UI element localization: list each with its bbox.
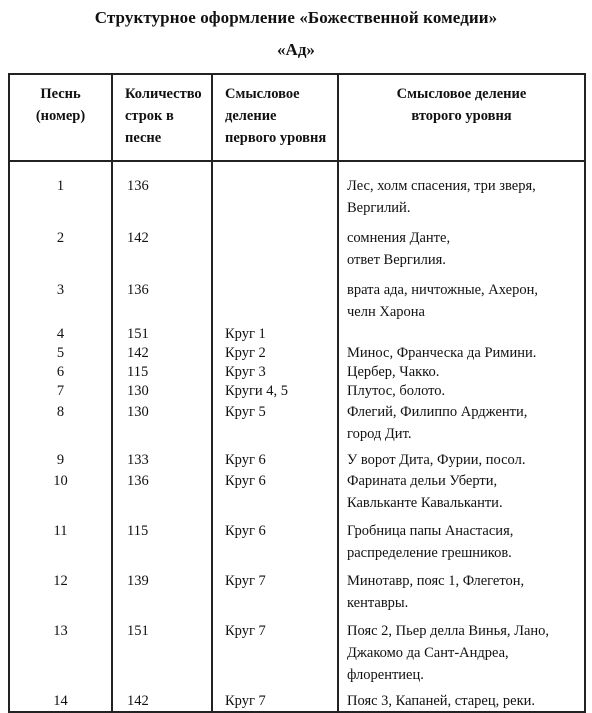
table-row (9, 323, 585, 344)
line-count-text: 130 (127, 383, 149, 399)
line-count (112, 514, 212, 564)
header-text: деление (225, 108, 277, 124)
line-count (112, 401, 212, 445)
circle-division-text: Круг 6 (225, 473, 266, 489)
circle-division-text: Круг 5 (225, 404, 266, 420)
canto-number (9, 401, 112, 445)
line-count-text: 139 (127, 573, 149, 589)
canto-number-text: 9 (56, 452, 65, 468)
canto-number-text: 12 (53, 573, 68, 589)
table-row (9, 219, 585, 271)
line-count-text: 136 (127, 473, 149, 489)
canto-number (9, 271, 112, 323)
canto-number-text: 1 (56, 178, 65, 194)
line-count-text: 142 (127, 345, 149, 361)
table-header-row (9, 74, 585, 161)
canto-number (9, 470, 112, 514)
circle-division (212, 686, 338, 712)
line-count-text: 136 (127, 282, 149, 298)
header-text: второго уровня (411, 108, 512, 124)
canto-number-text: 11 (53, 523, 68, 539)
circle-division-text (225, 227, 337, 249)
second-level-division-text: Цербер, Чакко. (347, 364, 440, 380)
second-level-division (338, 161, 585, 219)
canto-number-text: 8 (56, 404, 65, 420)
line-count (112, 323, 212, 344)
canto-number (9, 323, 112, 344)
circle-division (212, 564, 338, 614)
header-text: (номер) (35, 108, 86, 124)
line-count (112, 686, 212, 712)
circle-division-text: Круг 6 (225, 452, 266, 468)
second-level-division-text: город Дит. (347, 426, 412, 442)
line-count-text: 151 (127, 326, 149, 342)
circle-division-text: Круг 1 (225, 326, 266, 342)
table-row (9, 686, 585, 712)
circle-division (212, 363, 338, 382)
circle-division (212, 470, 338, 514)
header-text: песне (125, 130, 162, 146)
canto-number (9, 686, 112, 712)
canto-number-text: 4 (56, 326, 65, 342)
table-row (9, 514, 585, 564)
canto-number-text: 10 (53, 473, 68, 489)
circle-division (212, 161, 338, 219)
second-level-division (338, 271, 585, 323)
second-level-division-text: флорентиец. (347, 667, 424, 683)
second-level-division-text: Плутос, болото. (347, 383, 446, 399)
second-level-division-text: Фарината дельи Уберти, (347, 473, 498, 489)
circle-division-text: Круг 7 (225, 573, 266, 589)
canto-number (9, 219, 112, 271)
second-level-division-text: Лес, холм спасения, три зверя, (347, 178, 536, 194)
header-text: первого уровня (225, 130, 327, 146)
line-count-text: 133 (127, 452, 149, 468)
document-subtitle: «Ад» (277, 40, 315, 59)
line-count (112, 363, 212, 382)
header-text: Количество (125, 86, 202, 102)
canto-number (9, 363, 112, 382)
document-title: Структурное оформление «Божественной комедии» (94, 8, 498, 27)
line-count-text: 142 (127, 230, 149, 246)
circle-division-text (225, 175, 337, 197)
circle-division-text: Круг 2 (225, 345, 266, 361)
second-level-division (338, 219, 585, 271)
canto-number-text: 13 (53, 623, 68, 639)
second-level-division (338, 382, 585, 401)
canto-number-text: 7 (56, 383, 65, 399)
canto-number-text: 5 (56, 345, 65, 361)
second-level-division-text: распределение грешников. (347, 545, 512, 561)
canto-number (9, 514, 112, 564)
line-count-text: 142 (127, 693, 149, 709)
second-level-division-text: Пояс 3, Капаней, старец, реки. (347, 693, 535, 709)
canto-number-text: 6 (56, 364, 65, 380)
second-level-division-text: кентавры. (347, 595, 409, 611)
second-level-division (338, 686, 585, 712)
circle-division (212, 445, 338, 470)
second-level-division-text: У ворот Дита, Фурии, посол. (347, 452, 526, 468)
table-row (9, 401, 585, 445)
second-level-division (338, 323, 585, 344)
table-row (9, 564, 585, 614)
canto-number (9, 344, 112, 363)
circle-division-text: Круг 7 (225, 623, 266, 639)
line-count-text: 115 (127, 523, 149, 539)
line-count (112, 344, 212, 363)
table-row (9, 614, 585, 686)
canto-number-text: 2 (56, 230, 65, 246)
table-body (9, 161, 585, 712)
header-text: Смысловое деление (396, 86, 527, 102)
line-count (112, 614, 212, 686)
line-count-text: 115 (127, 364, 149, 380)
second-level-division-text: Кавльканте Кавальканти. (347, 495, 503, 511)
second-level-division (338, 344, 585, 363)
line-count-text: 136 (127, 178, 149, 194)
canto-number-text: 14 (53, 693, 68, 709)
line-count (112, 382, 212, 401)
circle-division (212, 614, 338, 686)
canto-number (9, 445, 112, 470)
line-count-text: 130 (127, 404, 149, 420)
second-level-division-text: ответ Вергилия. (347, 252, 446, 268)
canto-number (9, 614, 112, 686)
table-row (9, 161, 585, 219)
circle-division-text: Круг 6 (225, 523, 266, 539)
header-second-level (338, 74, 585, 161)
line-count (112, 470, 212, 514)
circle-division-text (225, 279, 337, 301)
second-level-division (338, 514, 585, 564)
header-canto-number (9, 74, 112, 161)
second-level-division-text: Пояс 2, Пьер делла Винья, Лано, (347, 623, 550, 639)
second-level-division (338, 363, 585, 382)
line-count (112, 445, 212, 470)
circle-division-text: Круги 4, 5 (225, 383, 289, 399)
line-count (112, 161, 212, 219)
canto-number (9, 161, 112, 219)
second-level-division-text: челн Харона (347, 304, 425, 320)
header-text: Песнь (40, 86, 81, 102)
circle-division (212, 219, 338, 271)
second-level-division (338, 401, 585, 445)
header-line-count (112, 74, 212, 161)
circle-division (212, 401, 338, 445)
table-row (9, 344, 585, 363)
canto-number-text: 3 (56, 282, 65, 298)
circle-division-text: Круг 3 (225, 364, 266, 380)
table-row (9, 470, 585, 514)
second-level-division (338, 445, 585, 470)
second-level-division (338, 614, 585, 686)
second-level-division-text: Гробница папы Анастасия, (347, 523, 514, 539)
second-level-division-text (347, 325, 584, 344)
circle-division (212, 382, 338, 401)
second-level-division-text: Минотавр, пояс 1, Флегетон, (347, 573, 525, 589)
header-text: Смысловое (225, 86, 300, 102)
canto-number (9, 382, 112, 401)
table-row (9, 363, 585, 382)
table-row (9, 382, 585, 401)
header-first-level (212, 74, 338, 161)
circle-division (212, 271, 338, 323)
second-level-division-text: Минос, Франческа да Римини. (347, 345, 537, 361)
circle-division (212, 514, 338, 564)
line-count (112, 219, 212, 271)
circle-division-text: Круг 7 (225, 693, 266, 709)
line-count-text: 151 (127, 623, 149, 639)
header-text: строк в (125, 108, 174, 124)
canto-number (9, 564, 112, 614)
line-count (112, 271, 212, 323)
table-row (9, 445, 585, 470)
second-level-division (338, 470, 585, 514)
second-level-division-text: врата ада, ничтожные, Ахерон, (347, 282, 538, 298)
circle-division (212, 323, 338, 344)
second-level-division-text: Флегий, Филиппо Ардженти, (347, 404, 528, 420)
line-count (112, 564, 212, 614)
second-level-division-text: Вергилий. (347, 200, 411, 216)
circle-division (212, 344, 338, 363)
cantos-table (8, 73, 586, 713)
second-level-division-text: сомнения Данте, (347, 230, 451, 246)
second-level-division (338, 564, 585, 614)
table-row (9, 271, 585, 323)
second-level-division-text: Джакомо да Сант-Андреа, (347, 645, 509, 661)
